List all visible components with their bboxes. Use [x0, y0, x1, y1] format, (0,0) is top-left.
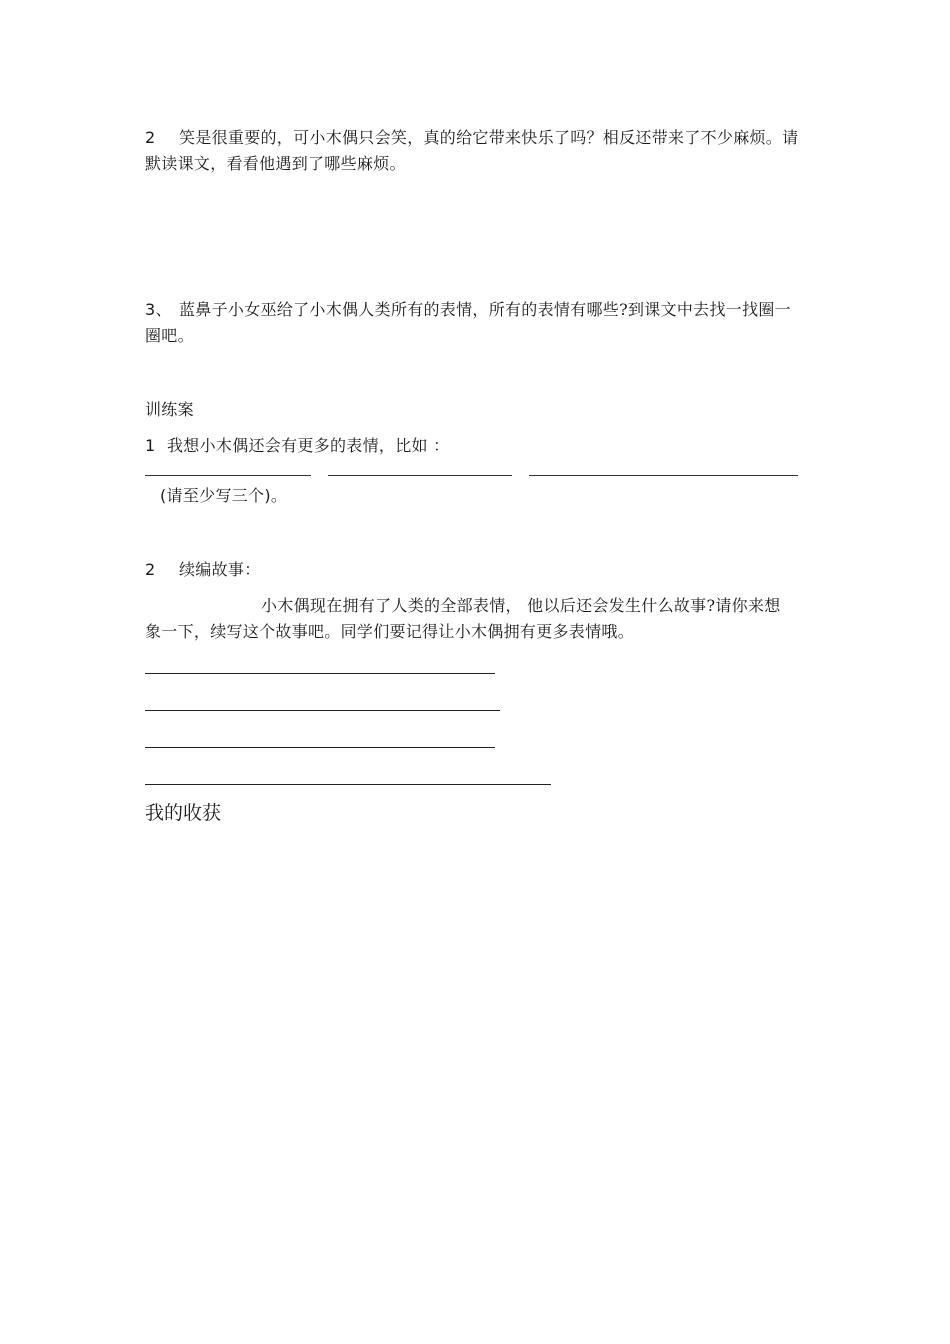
harvest-title: 我的收获 — [145, 802, 222, 824]
question-2-line-1: 笑是很重要的，可小木偶只会笑，真的给它带来快乐了吗？相反还带来了不少麻烦。请 — [179, 128, 799, 147]
training-item-1-text: 我想小木偶还会有更多的表情，比如 ： — [167, 436, 450, 455]
training-item-2-line-1: 小木偶现在拥有了人类的全部表情， 他以后还会发生什么故事?请你来想 — [261, 596, 781, 615]
question-2-line-2: 默读课文，看看他遇到了哪些麻烦。 — [145, 154, 406, 173]
story-writing-line-2[interactable] — [145, 710, 500, 711]
training-item-2-number: 2 — [145, 560, 156, 579]
story-writing-line-1[interactable] — [145, 673, 495, 674]
question-3-line-1: 蓝鼻子小女巫给了小木偶人类所有的表情，所有的表情有哪些?到课文中去找一找圈一 — [179, 300, 791, 319]
training-item-2-title: 续编故事： — [179, 560, 261, 579]
story-writing-line-4[interactable] — [145, 784, 551, 785]
question-3 — [145, 298, 791, 322]
training-item-1 — [145, 434, 450, 458]
training-item-2-line-2: 象一下，续写这个故事吧。同学们要记得让小木偶拥有更多表情哦。 — [145, 622, 635, 641]
training-item-1-note: (请至少写三个)。 — [160, 486, 288, 505]
training-item-1-number: 1 — [145, 436, 156, 455]
expression-answer-blank-2[interactable] — [328, 475, 512, 476]
expression-answer-blank-1[interactable] — [145, 475, 311, 476]
training-title: 训练案 — [145, 400, 194, 419]
question-3-number: 3、 — [145, 300, 172, 319]
story-writing-line-3[interactable] — [145, 747, 495, 748]
question-3-line-2: 圈吧。 — [145, 326, 194, 345]
question-2 — [145, 126, 798, 150]
expression-answer-blank-3[interactable] — [529, 475, 798, 476]
training-item-2-heading — [145, 558, 261, 582]
question-2-number: 2 — [145, 128, 156, 147]
